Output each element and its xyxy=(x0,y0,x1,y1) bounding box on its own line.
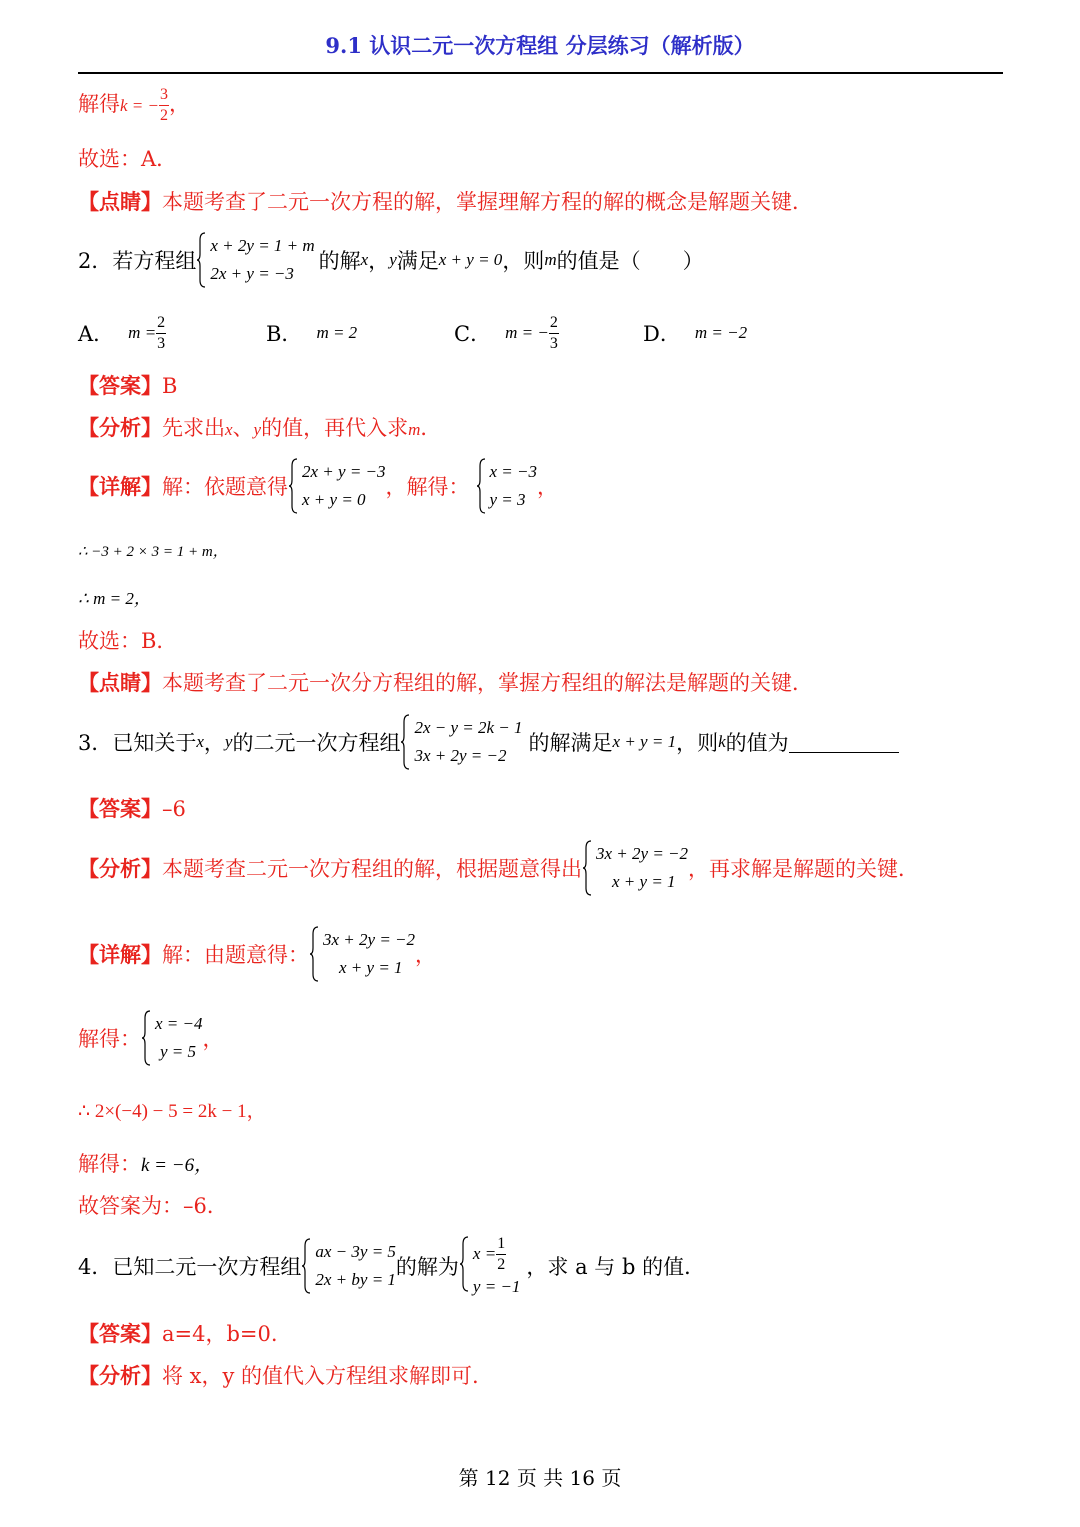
q2-detail-system xyxy=(288,458,386,514)
q2-detail-sys-row2: x + y = 0 xyxy=(302,490,366,509)
q2-detail-label: 【详解】 xyxy=(78,474,162,499)
q3-sys-row2: 3x + 2y = −2 xyxy=(414,746,507,765)
q4-analysis-label: 【分析】 xyxy=(78,1363,162,1388)
brace-icon xyxy=(459,1236,469,1292)
q4-res-frac xyxy=(496,1236,506,1273)
q3-detail-sys-row1: 3x + 2y = −2 xyxy=(323,930,416,949)
q2-analysis-x: x xyxy=(225,420,233,439)
q2-option-d[interactable] xyxy=(643,310,747,356)
q2-detail-res-row2: y = 3 xyxy=(489,490,526,509)
q2-option-d-label: D． xyxy=(643,322,681,346)
q3-analysis-label: 【分析】 xyxy=(78,856,162,881)
q3-step2-expr: k = −6， xyxy=(141,1155,214,1176)
q2-option-c-label: C． xyxy=(454,322,492,346)
q2-mid1: 的解 xyxy=(318,249,361,273)
q3-answer-label: 【答案】 xyxy=(78,796,162,821)
q4-result xyxy=(459,1236,521,1297)
q2-system xyxy=(196,232,314,288)
q2-sys-row2: 2x + y = −3 xyxy=(210,264,294,283)
q3-solve-row2: y = 5 xyxy=(160,1042,197,1061)
q4-mid1: 的解为 xyxy=(395,1255,459,1279)
q2-var-x: x xyxy=(360,250,369,269)
page-number: 第 12 页 共 16 页 xyxy=(458,1466,622,1490)
q2-analysis-4: ． xyxy=(420,416,442,440)
q2-option-a-label: A． xyxy=(78,322,115,346)
brace-icon xyxy=(582,840,592,896)
q2-sep: ， xyxy=(368,249,390,273)
q2-option-a-den: 3 xyxy=(157,334,166,352)
q3-analysis-system xyxy=(582,840,688,896)
brace-icon xyxy=(141,1010,151,1066)
q4-analysis xyxy=(78,1360,479,1390)
q2-detail-1: 解：依题意得 xyxy=(162,475,288,499)
q2-option-c[interactable] xyxy=(454,310,559,356)
q2-option-a-num: 2 xyxy=(156,315,166,334)
q2-analysis-label: 【分析】 xyxy=(78,415,162,440)
q2-analysis-3: 的值，再代入求 xyxy=(261,416,409,440)
q2-number: 2．若方程组 xyxy=(78,249,197,273)
brace-icon xyxy=(400,714,410,770)
q3-solve xyxy=(78,1008,224,1068)
q2-var-y: y xyxy=(389,250,397,269)
q2-option-a[interactable] xyxy=(78,310,166,356)
q3-system xyxy=(400,714,522,770)
q2-option-c-lhs: m = − xyxy=(505,323,549,342)
q4-system xyxy=(301,1238,396,1294)
p1-tip-label: 【点睛】 xyxy=(78,189,162,214)
q3-solve-system xyxy=(141,1010,203,1066)
q3-number: 3．已知关于 xyxy=(78,731,197,755)
q3-analysis-sys-row1: 3x + 2y = −2 xyxy=(596,844,689,863)
q2-option-a-frac xyxy=(156,315,166,352)
q3-var-x: x xyxy=(196,732,204,751)
q3-answer-blank[interactable] xyxy=(789,732,899,753)
q2-tip-label: 【点睛】 xyxy=(78,670,162,695)
q3-mid2: 的解满足 xyxy=(528,731,613,755)
q3-step1-text: ∴ 2×(−4) − 5 = 2k − 1， xyxy=(78,1101,266,1122)
brace-icon xyxy=(301,1238,311,1294)
q3-sys-row1: 2x − y = 2k − 1 xyxy=(414,718,523,737)
q3-solve-row1: x = −4 xyxy=(155,1014,203,1033)
q2-mid2: 满足 xyxy=(396,249,439,273)
p1-tip-text: 本题考查了二元一次方程的解，掌握理解方程的解的概念是解题关键． xyxy=(162,190,813,214)
q3-mid3: ，则 xyxy=(676,731,719,755)
q2-cond: x + y = 0 xyxy=(438,250,503,269)
q4-answer-label: 【答案】 xyxy=(78,1321,162,1346)
q2-option-a-lhs: m = xyxy=(128,323,157,342)
q4-number: 4．已知二元一次方程组 xyxy=(78,1255,302,1279)
p1-comma: ， xyxy=(169,92,190,116)
q3-detail-2: ， xyxy=(415,943,437,967)
q3-analysis-1: 本题考查二元一次方程组的解，根据题意得出 xyxy=(162,857,582,881)
q2-end: 的值是（ ） xyxy=(556,249,704,273)
q2-answer-label: 【答案】 xyxy=(78,373,162,398)
q4-res-num: 1 xyxy=(496,1236,506,1255)
q3-detail-1: 解：由题意得： xyxy=(162,943,309,967)
q3-final: 故答案为：–6． xyxy=(78,1194,228,1218)
p1-solve-prefix: 解得 xyxy=(78,92,120,116)
q2-step1: ∴ −3 + 2 × 3 = 1 + m， xyxy=(78,544,228,560)
q2-var-m: m xyxy=(544,250,557,269)
q2-sys-row1: x + 2y = 1 + m xyxy=(210,236,315,255)
q4-res-den: 2 xyxy=(497,1255,506,1273)
q2-option-b-expr: m = 2 xyxy=(316,323,358,342)
p1-k-eq: k = − xyxy=(120,96,159,115)
brace-icon xyxy=(309,926,319,982)
q4-analysis-text: 将 x，y 的值代入方程组求解即可. xyxy=(162,1364,479,1388)
q3-sep: ， xyxy=(203,731,225,755)
q2-analysis xyxy=(78,412,441,442)
q2-option-c-den: 3 xyxy=(549,334,558,352)
q2-answer-value: B xyxy=(162,374,178,398)
q3-analysis-sys-row2: x + y = 1 xyxy=(612,872,676,891)
q3-end: 的值为 xyxy=(725,731,789,755)
q4-sys-row2: 2x + by = 1 xyxy=(315,1270,396,1289)
q2-step2: ∴ m = 2， xyxy=(78,589,151,608)
p1-frac-num: 3 xyxy=(159,87,169,106)
q2-detail-3: ， xyxy=(537,475,559,499)
q3-solve-label: 解得： xyxy=(78,1027,141,1051)
q3-detail-sys-row2: x + y = 1 xyxy=(339,958,403,977)
q2-option-b-label: B． xyxy=(266,322,303,346)
p1-tip xyxy=(78,186,813,216)
q2-detail-2: ，解得： xyxy=(385,475,470,499)
q4-sys-row1: ax − 3y = 5 xyxy=(315,1242,396,1261)
q2-detail xyxy=(78,456,558,516)
q3-detail-label: 【详解】 xyxy=(78,942,162,967)
q4-answer-value: a=4，b=0. xyxy=(162,1322,278,1346)
q2-detail-sys-row1: 2x + y = −3 xyxy=(302,462,386,481)
q3-var-y: y xyxy=(224,732,233,751)
q2-analysis-1: 先求出 xyxy=(162,416,225,440)
q3-step2-prefix: 解得： xyxy=(78,1152,141,1176)
p1-fraction xyxy=(159,87,169,124)
q2-option-d-expr: m = −2 xyxy=(694,323,748,342)
q2-analysis-2: 、 xyxy=(232,416,254,440)
q2-answer xyxy=(78,370,177,400)
q2-analysis-y: y xyxy=(253,420,262,439)
q4-res-x: x = xyxy=(472,1244,497,1263)
p1-frac-den: 2 xyxy=(160,107,168,124)
brace-icon xyxy=(196,232,206,288)
q3-detail-system xyxy=(309,926,415,982)
q2-analysis-m: m xyxy=(408,420,421,439)
q3-answer xyxy=(78,793,186,823)
q2-option-c-frac xyxy=(549,315,559,352)
q3-var-k: k xyxy=(718,732,726,751)
q4-result-row1 xyxy=(473,1236,521,1273)
q2-option-c-num: 2 xyxy=(549,315,559,334)
q3-detail xyxy=(78,924,436,984)
q3-answer-value: –6 xyxy=(162,797,186,821)
header-rule xyxy=(78,72,1003,74)
q3-step1 xyxy=(78,1096,266,1123)
q2-mid3: ，则 xyxy=(502,249,545,273)
q3-analysis xyxy=(78,838,919,898)
p1-choice: 故选：A． xyxy=(78,147,178,171)
brace-icon xyxy=(288,458,298,514)
q2-stem xyxy=(78,230,704,290)
q3-solve-end: ， xyxy=(202,1027,224,1051)
q3-stem xyxy=(78,712,899,772)
q2-option-b[interactable] xyxy=(266,310,357,356)
q3-mid1: 的二元一次方程组 xyxy=(232,731,401,755)
q4-end: ，求 a 与 b 的值． xyxy=(526,1255,706,1279)
q3-step2 xyxy=(78,1148,213,1178)
q2-tip xyxy=(78,667,813,697)
brace-icon xyxy=(476,458,486,514)
q2-detail-res-row1: x = −3 xyxy=(489,462,538,481)
page-header-title: 9.1 认识二元一次方程组 分层练习（解析版） xyxy=(325,33,755,58)
q3-cond: x + y = 1 xyxy=(612,732,677,751)
q4-answer xyxy=(78,1318,278,1348)
q3-analysis-2: ，再求解是解题的关键． xyxy=(688,857,920,881)
q4-stem xyxy=(78,1230,705,1302)
q2-detail-result xyxy=(476,458,538,514)
p1-solve-line xyxy=(78,84,190,126)
q2-tip-text: 本题考查了二元一次分方程组的解，掌握方程组的解法是解题的关键． xyxy=(162,671,813,695)
q2-choice: 故选：B． xyxy=(78,629,178,653)
q4-res-y: y = −1 xyxy=(472,1276,521,1296)
